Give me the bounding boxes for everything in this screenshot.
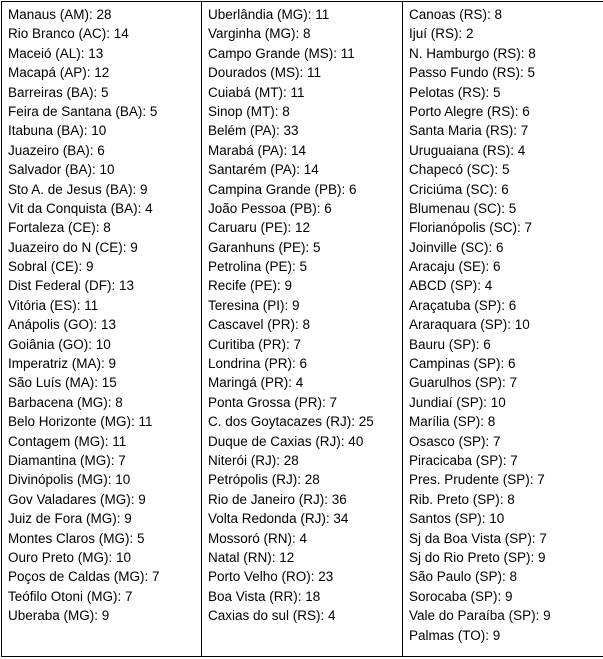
list-item: Petrópolis (RJ): 28 (208, 470, 396, 489)
list-item: Criciúma (SC): 6 (409, 180, 597, 199)
list-item: Uberaba (MG): 9 (8, 606, 195, 625)
list-item: Porto Velho (RO): 23 (208, 567, 396, 586)
list-item: Campinas (SP): 6 (409, 354, 597, 373)
list-item: Juazeiro (BA): 6 (8, 141, 195, 160)
list-item: Campo Grande (MS): 11 (208, 44, 396, 63)
list-item: Belém (PA): 33 (208, 121, 396, 140)
list-item: Vale do Paraíba (SP): 9 (409, 606, 597, 625)
list-item: Petrolina (PE): 5 (208, 257, 396, 276)
list-item: Cascavel (PR): 8 (208, 315, 396, 334)
list-item: Natal (RN): 12 (208, 548, 396, 567)
list-item: Maringá (PR): 4 (208, 373, 396, 392)
list-item: Contagem (MG): 11 (8, 432, 195, 451)
list-item: Mossoró (RN): 4 (208, 529, 396, 548)
list-item: Porto Alegre (RS): 6 (409, 102, 597, 121)
list-item: Poços de Caldas (MG): 7 (8, 567, 195, 586)
list-item: ABCD (SP): 4 (409, 276, 597, 295)
list-item: Sj da Boa Vista (SP): 7 (409, 529, 597, 548)
list-item: Vitória (ES): 11 (8, 296, 195, 315)
list-item: Chapecó (SC): 5 (409, 160, 597, 179)
list-item: Uruguaiana (RS): 4 (409, 141, 597, 160)
list-item: Sto A. de Jesus (BA): 9 (8, 180, 195, 199)
list-item: Imperatriz (MA): 9 (8, 354, 195, 373)
list-item: Teresina (PI): 9 (208, 296, 396, 315)
list-item: Vit da Conquista (BA): 4 (8, 199, 195, 218)
list-item: Montes Claros (MG): 5 (8, 529, 195, 548)
list-item: Varginha (MG): 8 (208, 24, 396, 43)
list-item: Blumenau (SC): 5 (409, 199, 597, 218)
column-cell-2 (202, 2, 403, 657)
list-item: Pelotas (RS): 5 (409, 83, 597, 102)
list-item: Guarulhos (SP): 7 (409, 373, 597, 392)
list-item: Juiz de Fora (MG): 9 (8, 509, 195, 528)
list-item: Santos (SP): 10 (409, 509, 597, 528)
list-item: Santarém (PA): 14 (208, 160, 396, 179)
list-item: Barreiras (BA): 5 (8, 83, 195, 102)
list-item: Curitiba (PR): 7 (208, 335, 396, 354)
list-item: Duque de Caxias (RJ): 40 (208, 432, 396, 451)
list-item: Caruaru (PE): 12 (208, 218, 396, 237)
list-item: Garanhuns (PE): 5 (208, 238, 396, 257)
column-cell-3 (403, 2, 603, 657)
list-item: Salvador (BA): 10 (8, 160, 195, 179)
list-item: Sorocaba (SP): 9 (409, 587, 597, 606)
list-item: Uberlândia (MG): 11 (208, 5, 396, 24)
list-item: Canoas (RS): 8 (409, 5, 597, 24)
list-item: Gov Valadares (MG): 9 (8, 490, 195, 509)
list-item: Dist Federal (DF): 13 (8, 276, 195, 295)
list-item: Sinop (MT): 8 (208, 102, 396, 121)
list-item: Divinópolis (MG): 10 (8, 470, 195, 489)
city-counts-table (1, 1, 603, 657)
list-item: Ponta Grossa (PR): 7 (208, 393, 396, 412)
list-item: Marília (SP): 8 (409, 412, 597, 431)
table-row (2, 2, 603, 657)
list-item: Ijuí (RS): 2 (409, 24, 597, 43)
list-item: Florianópolis (SC): 7 (409, 218, 597, 237)
list-item: Caxias do sul (RS): 4 (208, 606, 396, 625)
list-item: Dourados (MS): 11 (208, 63, 396, 82)
list-item: Aracaju (SE): 6 (409, 257, 597, 276)
list-item: Juazeiro do N (CE): 9 (8, 238, 195, 257)
list-item: Londrina (PR): 6 (208, 354, 396, 373)
list-item: João Pessoa (PB): 6 (208, 199, 396, 218)
list-item: Barbacena (MG): 8 (8, 393, 195, 412)
list-item: São Paulo (SP): 8 (409, 567, 597, 586)
list-item: Diamantina (MG): 7 (8, 451, 195, 470)
list-item: Rio de Janeiro (RJ): 36 (208, 490, 396, 509)
list-item: Ouro Preto (MG): 10 (8, 548, 195, 567)
list-item: Sobral (CE): 9 (8, 257, 195, 276)
list-item: Araraquara (SP): 10 (409, 315, 597, 334)
list-item: Maceió (AL): 13 (8, 44, 195, 63)
list-item: Belo Horizonte (MG): 11 (8, 412, 195, 431)
list-item: Itabuna (BA): 10 (8, 121, 195, 140)
list-item: Recife (PE): 9 (208, 276, 396, 295)
list-item: São Luís (MA): 15 (8, 373, 195, 392)
list-item: Anápolis (GO): 13 (8, 315, 195, 334)
list-item: Santa Maria (RS): 7 (409, 121, 597, 140)
list-item: Niterói (RJ): 28 (208, 451, 396, 470)
list-item: Passo Fundo (RS): 5 (409, 63, 597, 82)
list-item: Bauru (SP): 6 (409, 335, 597, 354)
list-item: Rio Branco (AC): 14 (8, 24, 195, 43)
list-item: Fortaleza (CE): 8 (8, 218, 195, 237)
list-item: Teófilo Otoni (MG): 7 (8, 587, 195, 606)
list-item: Macapá (AP): 12 (8, 63, 195, 82)
list-item: Goiânia (GO): 10 (8, 335, 195, 354)
list-item: Feira de Santana (BA): 5 (8, 102, 195, 121)
list-item: Jundiaí (SP): 10 (409, 393, 597, 412)
list-item: N. Hamburgo (RS): 8 (409, 44, 597, 63)
column-cell-1 (2, 2, 202, 657)
list-item: Marabá (PA): 14 (208, 141, 396, 160)
list-item: Rib. Preto (SP): 8 (409, 490, 597, 509)
list-item: Campina Grande (PB): 6 (208, 180, 396, 199)
list-item: Osasco (SP): 7 (409, 432, 597, 451)
list-item: Manaus (AM): 28 (8, 5, 195, 24)
list-item: Piracicaba (SP): 7 (409, 451, 597, 470)
list-item: Cuiabá (MT): 11 (208, 83, 396, 102)
list-item: Volta Redonda (RJ): 34 (208, 509, 396, 528)
list-item: Sj do Rio Preto (SP): 9 (409, 548, 597, 567)
list-item: C. dos Goytacazes (RJ): 25 (208, 412, 396, 431)
list-item: Pres. Prudente (SP): 7 (409, 470, 597, 489)
list-item: Boa Vista (RR): 18 (208, 587, 396, 606)
list-item: Joinville (SC): 6 (409, 238, 597, 257)
list-item: Araçatuba (SP): 6 (409, 296, 597, 315)
list-item: Palmas (TO): 9 (409, 626, 597, 645)
